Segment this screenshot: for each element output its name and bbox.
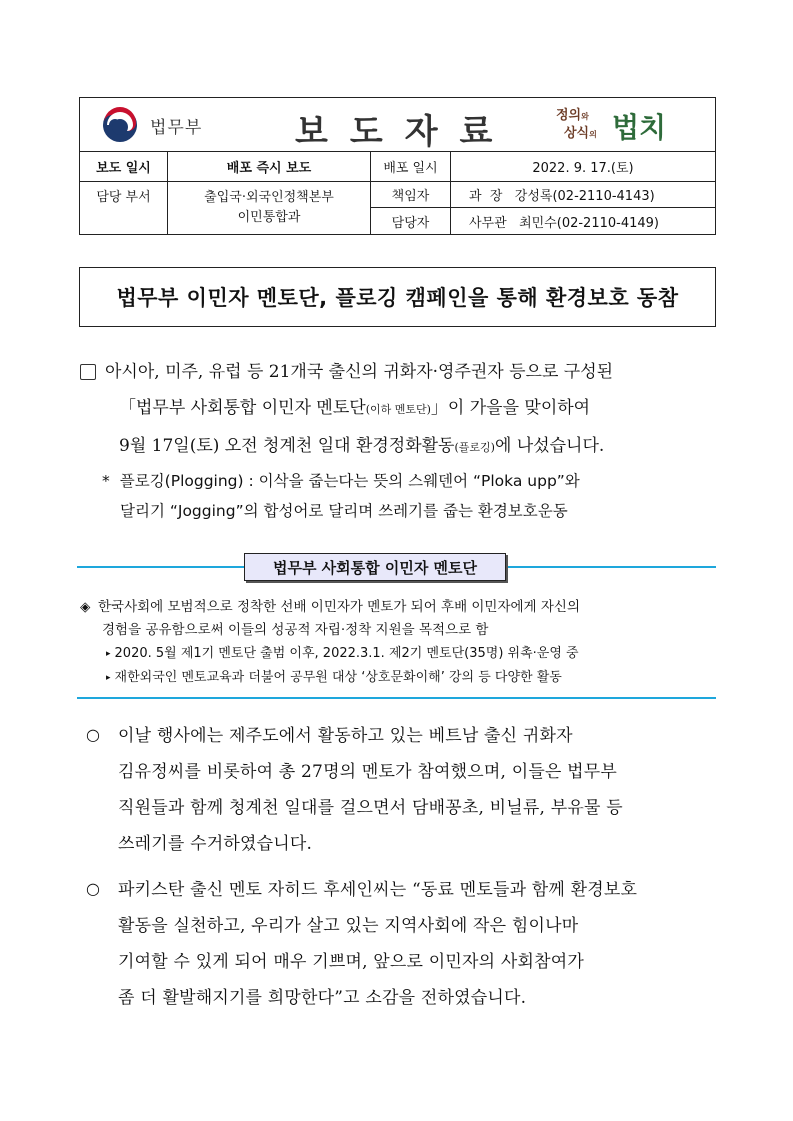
plogging-footnote	[102, 466, 722, 526]
release-date-value: 배포 즉시 보도	[168, 152, 371, 182]
section-title-box: 법무부 사회통합 이민자 멘토단	[244, 553, 506, 581]
slogan-logo	[550, 104, 700, 146]
square-bullet-icon	[80, 364, 96, 380]
footnote-line-1: * 플로깅(Plogging) : 이삭을 줍는다는 뜻의 스웨덴어 “Ploka upp”와	[102, 472, 580, 490]
circle-bullet-icon: ○	[86, 725, 100, 744]
circle-bullet-icon: ○	[86, 879, 100, 898]
triangle-bullet-icon: ▸	[106, 649, 111, 659]
quote-paragraph	[118, 872, 718, 1016]
slogan-emphasis: 법치	[612, 111, 667, 144]
headline: 법무부 이민자 멘토단, 플로깅 캠페인을 통해 환경보호 동참	[79, 267, 716, 327]
event-paragraph	[118, 718, 718, 862]
slogan-line1: 정의와	[556, 108, 589, 123]
quote-line-1: 파키스탄 출신 멘토 자히드 후세인씨는 “동료 멘토들과 함께 환경보호	[118, 880, 638, 900]
distribution-date-value: 2022. 9. 17.(토)	[451, 152, 715, 182]
manager-value: 과 장 강성록(02-2110-4143)	[451, 182, 715, 208]
press-release-title: 보도자료	[295, 112, 515, 152]
department-value: 출입국·외국인정책본부 이민통합과	[168, 182, 371, 234]
section-divider-bottom	[77, 697, 716, 699]
quote-line-3: 기여할 수 있게 되어 매우 기쁘며, 앞으로 이민자의 사회참여가	[118, 952, 584, 972]
event-line-2: 김유정씨를 비롯하여 총 27명의 멘토가 참여했으며, 이들은 법무부	[118, 762, 618, 782]
contact-value: 사무관 최민수(02-2110-4149)	[469, 215, 659, 231]
ministry-name: 법무부	[150, 118, 203, 138]
footnote-line-2: 달리기 “Jogging”의 합성어로 달리며 쓰레기를 줍는 환경보호운동	[120, 502, 568, 520]
quote-line-4: 좀 더 활발해지기를 희망한다”고 소감을 전하였습니다.	[118, 988, 527, 1008]
lead-line-3: 9월 17일(토) 오전 청계천 일대 환경정화활동(플로깅)에 나섰습니다.	[119, 436, 605, 456]
lead-paragraph	[105, 354, 720, 466]
header-banner	[80, 98, 715, 152]
event-line-1: 이날 행사에는 제주도에서 활동하고 있는 베트남 출신 귀화자	[118, 726, 573, 746]
department-label: 담당 부서	[80, 182, 168, 234]
distribution-date-label: 배포 일시	[371, 152, 451, 182]
lead-line-2: 「법무부 사회통합 이민자 멘토단(이하 멘토단)」이 가을을 맞이하여	[119, 398, 591, 418]
diamond-bullet-icon: ◈	[80, 599, 91, 615]
press-release-header	[79, 97, 716, 235]
info-sub-item-2: ▸ 재한외국인 멘토교육과 더불어 공무원 대상 ‘상호문화이해’ 강의 등 다양한 활동	[106, 670, 562, 685]
event-line-4: 쓰레기를 수거하였습니다.	[118, 834, 313, 854]
info-line-1: ◈ 한국사회에 모범적으로 정착한 선배 이민자가 멘토가 되어 후배 이민자에게 자신의	[80, 596, 720, 619]
lead-line-1: 아시아, 미주, 유럽 등 21개국 출신의 귀화자·영주권자 등으로 구성된	[105, 362, 614, 382]
mentor-group-info	[80, 596, 720, 690]
event-line-3: 직원들과 함께 청계천 일대를 걸으면서 담배꽁초, 비닐류, 부유물 등	[118, 798, 623, 818]
asterisk-marker: *	[102, 472, 110, 490]
release-info-table	[80, 152, 715, 234]
manager-label: 책임자	[371, 182, 451, 208]
info-sub-item-1: ▸ 2020. 5월 제1기 멘토단 출범 이후, 2022.3.1. 제2기 멘토단(35명) 위촉·운영 중	[106, 646, 579, 661]
triangle-bullet-icon: ▸	[106, 673, 111, 683]
info-line-2: 경험을 공유함으로써 이들의 성공적 자립·정착 지원을 목적으로 함	[102, 622, 489, 638]
contact-label: 담당자	[371, 208, 451, 234]
release-date-label: 보도 일시	[80, 152, 168, 182]
section-divider-right	[506, 566, 716, 568]
section-divider-left	[77, 566, 245, 568]
slogan-line2: 상식의	[564, 126, 597, 141]
quote-line-2: 활동을 실천하고, 우리가 살고 있는 지역사회에 작은 힘이나마	[118, 916, 579, 936]
government-taegeuk-logo-icon	[102, 107, 138, 143]
